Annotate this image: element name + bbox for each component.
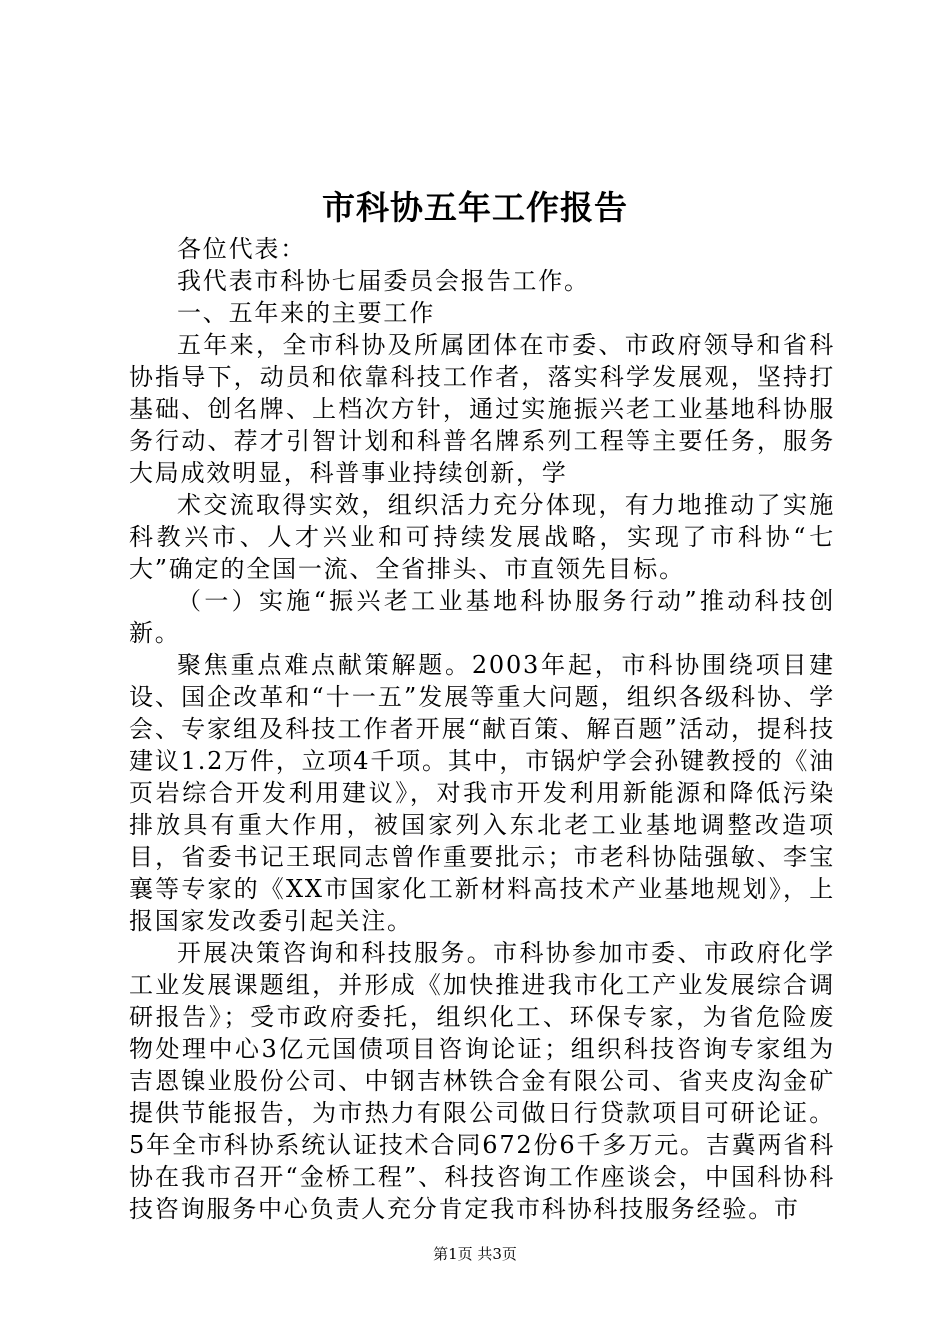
section-heading: 一、五年来的主要工作 [177,299,435,327]
subsection-heading: （一）实施“振兴老工业基地科协服务行动”推动科技创新。 [129,587,835,647]
body-paragraph: 术交流取得实效，组织活力充分体现，有力地推动了实施科教兴市、人才兴业和可持续发展战略，实现了市科协“七大”确定的全国一流、全省排头、市直领先目标。 [129,491,835,583]
body-paragraph: 五年来，全市科协及所属团体在市委、市政府领导和省科协指导下，动员和依靠科技工作者，落实科学发展观，坚持打基础、创名牌、上档次方针，通过实施振兴老工业基地科协服务行动、荐才引智计划和科普名牌系列工程等主要任务，服务大局成效明显，科普事业持续创新，学 [129,331,835,487]
body-paragraph: 聚焦重点难点献策解题。2003年起，市科协围绕项目建设、国企改革和“十一五”发展等重大问题，组织各级科协、学会、专家组及科技工作者开展“献百策、解百题”活动，提科技建议1.2万件，立项4千项。其中，市锅炉学会孙键教授的《油页岩综合开发利用建议》，对我市开发利用新能源和降低污染排放具有重大作用，被国家列入东北老工业基地调整改造项目，省委书记王珉同志曾作重要批示；市老科协陆强敏、李宝襄等专家的《XX市国家化工新材料高技术产业基地规划》，上报国家发改委引起关注。 [129,651,835,935]
salutation-paragraph: 各位代表： [177,235,306,263]
body-paragraph: 开展决策咨询和科技服务。市科协参加市委、市政府化学工业发展课题组，并形成《加快推进我市化工产业发展综合调研报告》；受市政府委托，组织化工、环保专家，为省危险废物处理中心3亿元国债项目咨询论证；组织科技咨询专家组为吉恩镍业股份公司、中钢吉林铁合金有限公司、省夹皮沟金矿提供节能报告，为市热力有限公司做日行贷款项目可研论证。5年全市科协系统认证技术合同672份6千多万元。吉冀两省科协在我市召开“金桥工程”、科技咨询工作座谈会，中国科协科技咨询服务中心负责人充分肯定我市科协科技服务经验。市 [129,939,835,1223]
page-footer: 第1页 共3页 [433,1245,517,1263]
intro-paragraph: 我代表市科协七届委员会报告工作。 [177,267,590,295]
document-title: 市科协五年工作报告 [322,188,628,227]
document-body [129,233,835,1225]
